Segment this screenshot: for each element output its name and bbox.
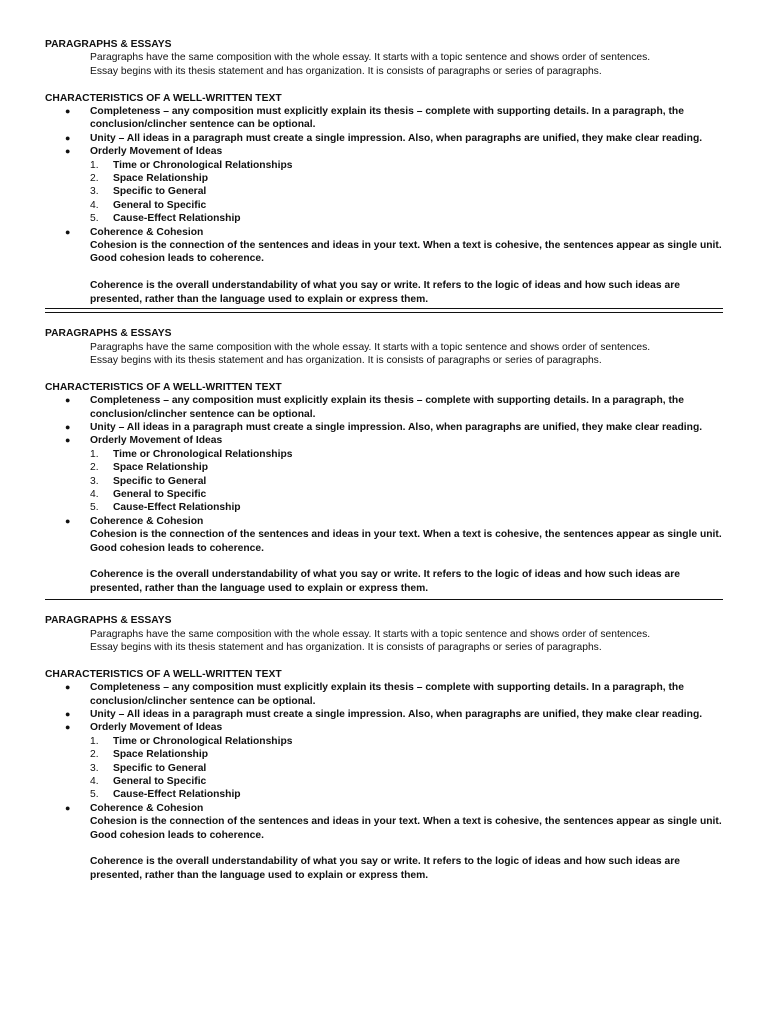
coherence-text: Coherence is the overall understandability of what you say or write. It refers to the logic of ideas and how such ideas are presented, rather than the language used to explain or express them.	[90, 856, 680, 881]
bullet-icon: ●	[65, 146, 71, 157]
bullet-icon: ●	[65, 709, 71, 720]
list-item: 5. Cause-Effect Relationship	[90, 789, 241, 801]
content-block-2	[45, 327, 723, 595]
section-heading: PARAGRAPHS & ESSAYS	[45, 39, 172, 50]
list-item	[45, 515, 723, 595]
list-item: 2. Space Relationship	[90, 173, 208, 185]
bullet-icon: ●	[65, 106, 71, 117]
list-item	[45, 708, 723, 721]
content-block-3	[45, 614, 723, 882]
orderly-label: Orderly Movement of Ideas	[90, 146, 223, 158]
completeness-text: Completeness – any composition must explicitly explain its thesis – complete with supporting details. In a paragraph, the conclusion/clincher sentence can be optional.	[90, 395, 684, 420]
characteristics-heading: CHARACTERISTICS OF A WELL-WRITTEN TEXT	[45, 92, 282, 104]
list-item: 1. Time or Chronological Relationships	[90, 448, 293, 460]
orderly-label: Orderly Movement of Ideas	[90, 722, 223, 734]
bullet-icon: ●	[65, 421, 71, 432]
list-item: 5. Cause-Effect Relationship	[90, 213, 241, 225]
characteristics-list	[45, 394, 723, 595]
list-item	[45, 105, 723, 132]
paragraphs-text: Paragraphs have the same composition with the whole essay. It starts with a topic sentence and shows order of sentences.	[90, 52, 651, 64]
section-divider	[45, 599, 723, 600]
orderly-label: Orderly Movement of Ideas	[90, 435, 223, 447]
orderly-list	[90, 448, 723, 515]
content-block-1	[45, 38, 723, 306]
bullet-icon: ●	[65, 722, 71, 733]
list-item: 4. General to Specific	[90, 776, 207, 788]
unity-text: Unity – All ideas in a paragraph must create a single impression. Also, when paragraphs are unified, they make clear reading.	[90, 709, 703, 721]
coherence-text: Coherence is the overall understandability of what you say or write. It refers to the logic of ideas and how such ideas are presented, rather than the language used to explain or express them.	[90, 569, 680, 594]
essay-text: Essay begins with its thesis statement and has organization. It is consists of paragraphs or series of paragraphs.	[90, 65, 602, 77]
coherence-text: Coherence is the overall understandability of what you say or write. It refers to the logic of ideas and how such ideas are presented, rather than the language used to explain or express them.	[90, 280, 680, 305]
bullet-icon: ●	[65, 802, 71, 813]
characteristics-heading: CHARACTERISTICS OF A WELL-WRITTEN TEXT	[45, 381, 282, 393]
characteristics-list	[45, 105, 723, 306]
coherence-label: Coherence & Cohesion	[90, 802, 204, 814]
cohesion-text: Cohesion is the connection of the sentences and ideas in your text. When a text is cohesive, the sentences appear as single unit. Good cohesion leads to coherence.	[90, 816, 722, 841]
section-heading: PARAGRAPHS & ESSAYS	[45, 615, 172, 627]
list-item	[45, 132, 723, 145]
list-item: 3. Specific to General	[90, 762, 207, 774]
characteristics-heading: CHARACTERISTICS OF A WELL-WRITTEN TEXT	[45, 668, 282, 680]
list-item	[45, 802, 723, 882]
bullet-icon: ●	[65, 515, 71, 526]
paragraphs-text: Paragraphs have the same composition with the whole essay. It starts with a topic sentence and shows order of sentences.	[90, 341, 651, 353]
section-heading: PARAGRAPHS & ESSAYS	[45, 328, 172, 340]
list-item	[45, 721, 723, 801]
list-item	[45, 226, 723, 306]
cohesion-text: Cohesion is the connection of the sentences and ideas in your text. When a text is cohesive, the sentences appear as single unit. Good cohesion leads to coherence.	[90, 240, 722, 265]
list-item: 4. General to Specific	[90, 488, 207, 500]
list-item: 3. Specific to General	[90, 186, 207, 198]
bullet-icon: ●	[65, 226, 71, 237]
essay-text: Essay begins with its thesis statement and has organization. It is consists of paragraphs or series of paragraphs.	[90, 354, 602, 366]
bullet-icon: ●	[65, 395, 71, 406]
unity-text: Unity – All ideas in a paragraph must create a single impression. Also, when paragraphs are unified, they make clear reading.	[90, 132, 703, 144]
coherence-label: Coherence & Cohesion	[90, 226, 204, 238]
list-item: 3. Specific to General	[90, 475, 207, 487]
list-item: 2. Space Relationship	[90, 462, 208, 474]
characteristics-list	[45, 681, 723, 882]
essay-text: Essay begins with its thesis statement and has organization. It is consists of paragraphs or series of paragraphs.	[90, 642, 602, 653]
unity-text: Unity – All ideas in a paragraph must create a single impression. Also, when paragraphs are unified, they make clear reading.	[90, 421, 703, 433]
completeness-text: Completeness – any composition must explicitly explain its thesis – complete with supporting details. In a paragraph, the conclusion/clincher sentence can be optional.	[90, 682, 684, 707]
cohesion-text: Cohesion is the connection of the sentences and ideas in your text. When a text is cohesive, the sentences appear as single unit. Good cohesion leads to coherence.	[90, 529, 722, 554]
list-item: 1. Time or Chronological Relationships	[90, 159, 293, 171]
list-item: 5. Cause-Effect Relationship	[90, 502, 241, 514]
list-item: 4. General to Specific	[90, 199, 207, 211]
orderly-list	[90, 735, 723, 802]
list-item	[45, 394, 723, 421]
orderly-list	[90, 159, 723, 226]
list-item	[45, 434, 723, 514]
list-item: 1. Time or Chronological Relationships	[90, 735, 293, 747]
completeness-text: Completeness – any composition must explicitly explain its thesis – complete with supporting details. In a paragraph, the conclusion/clincher sentence can be optional.	[90, 106, 684, 131]
paragraphs-text: Paragraphs have the same composition with the whole essay. It starts with a topic sentence and shows order of sentences.	[90, 628, 651, 640]
list-item: 2. Space Relationship	[90, 749, 208, 761]
bullet-icon: ●	[65, 132, 71, 143]
coherence-label: Coherence & Cohesion	[90, 515, 204, 527]
list-item	[45, 681, 723, 708]
bullet-icon: ●	[65, 682, 71, 693]
list-item	[45, 145, 723, 225]
document-page	[45, 38, 723, 882]
list-item	[45, 421, 723, 434]
section-divider	[45, 308, 723, 313]
bullet-icon: ●	[65, 435, 71, 446]
